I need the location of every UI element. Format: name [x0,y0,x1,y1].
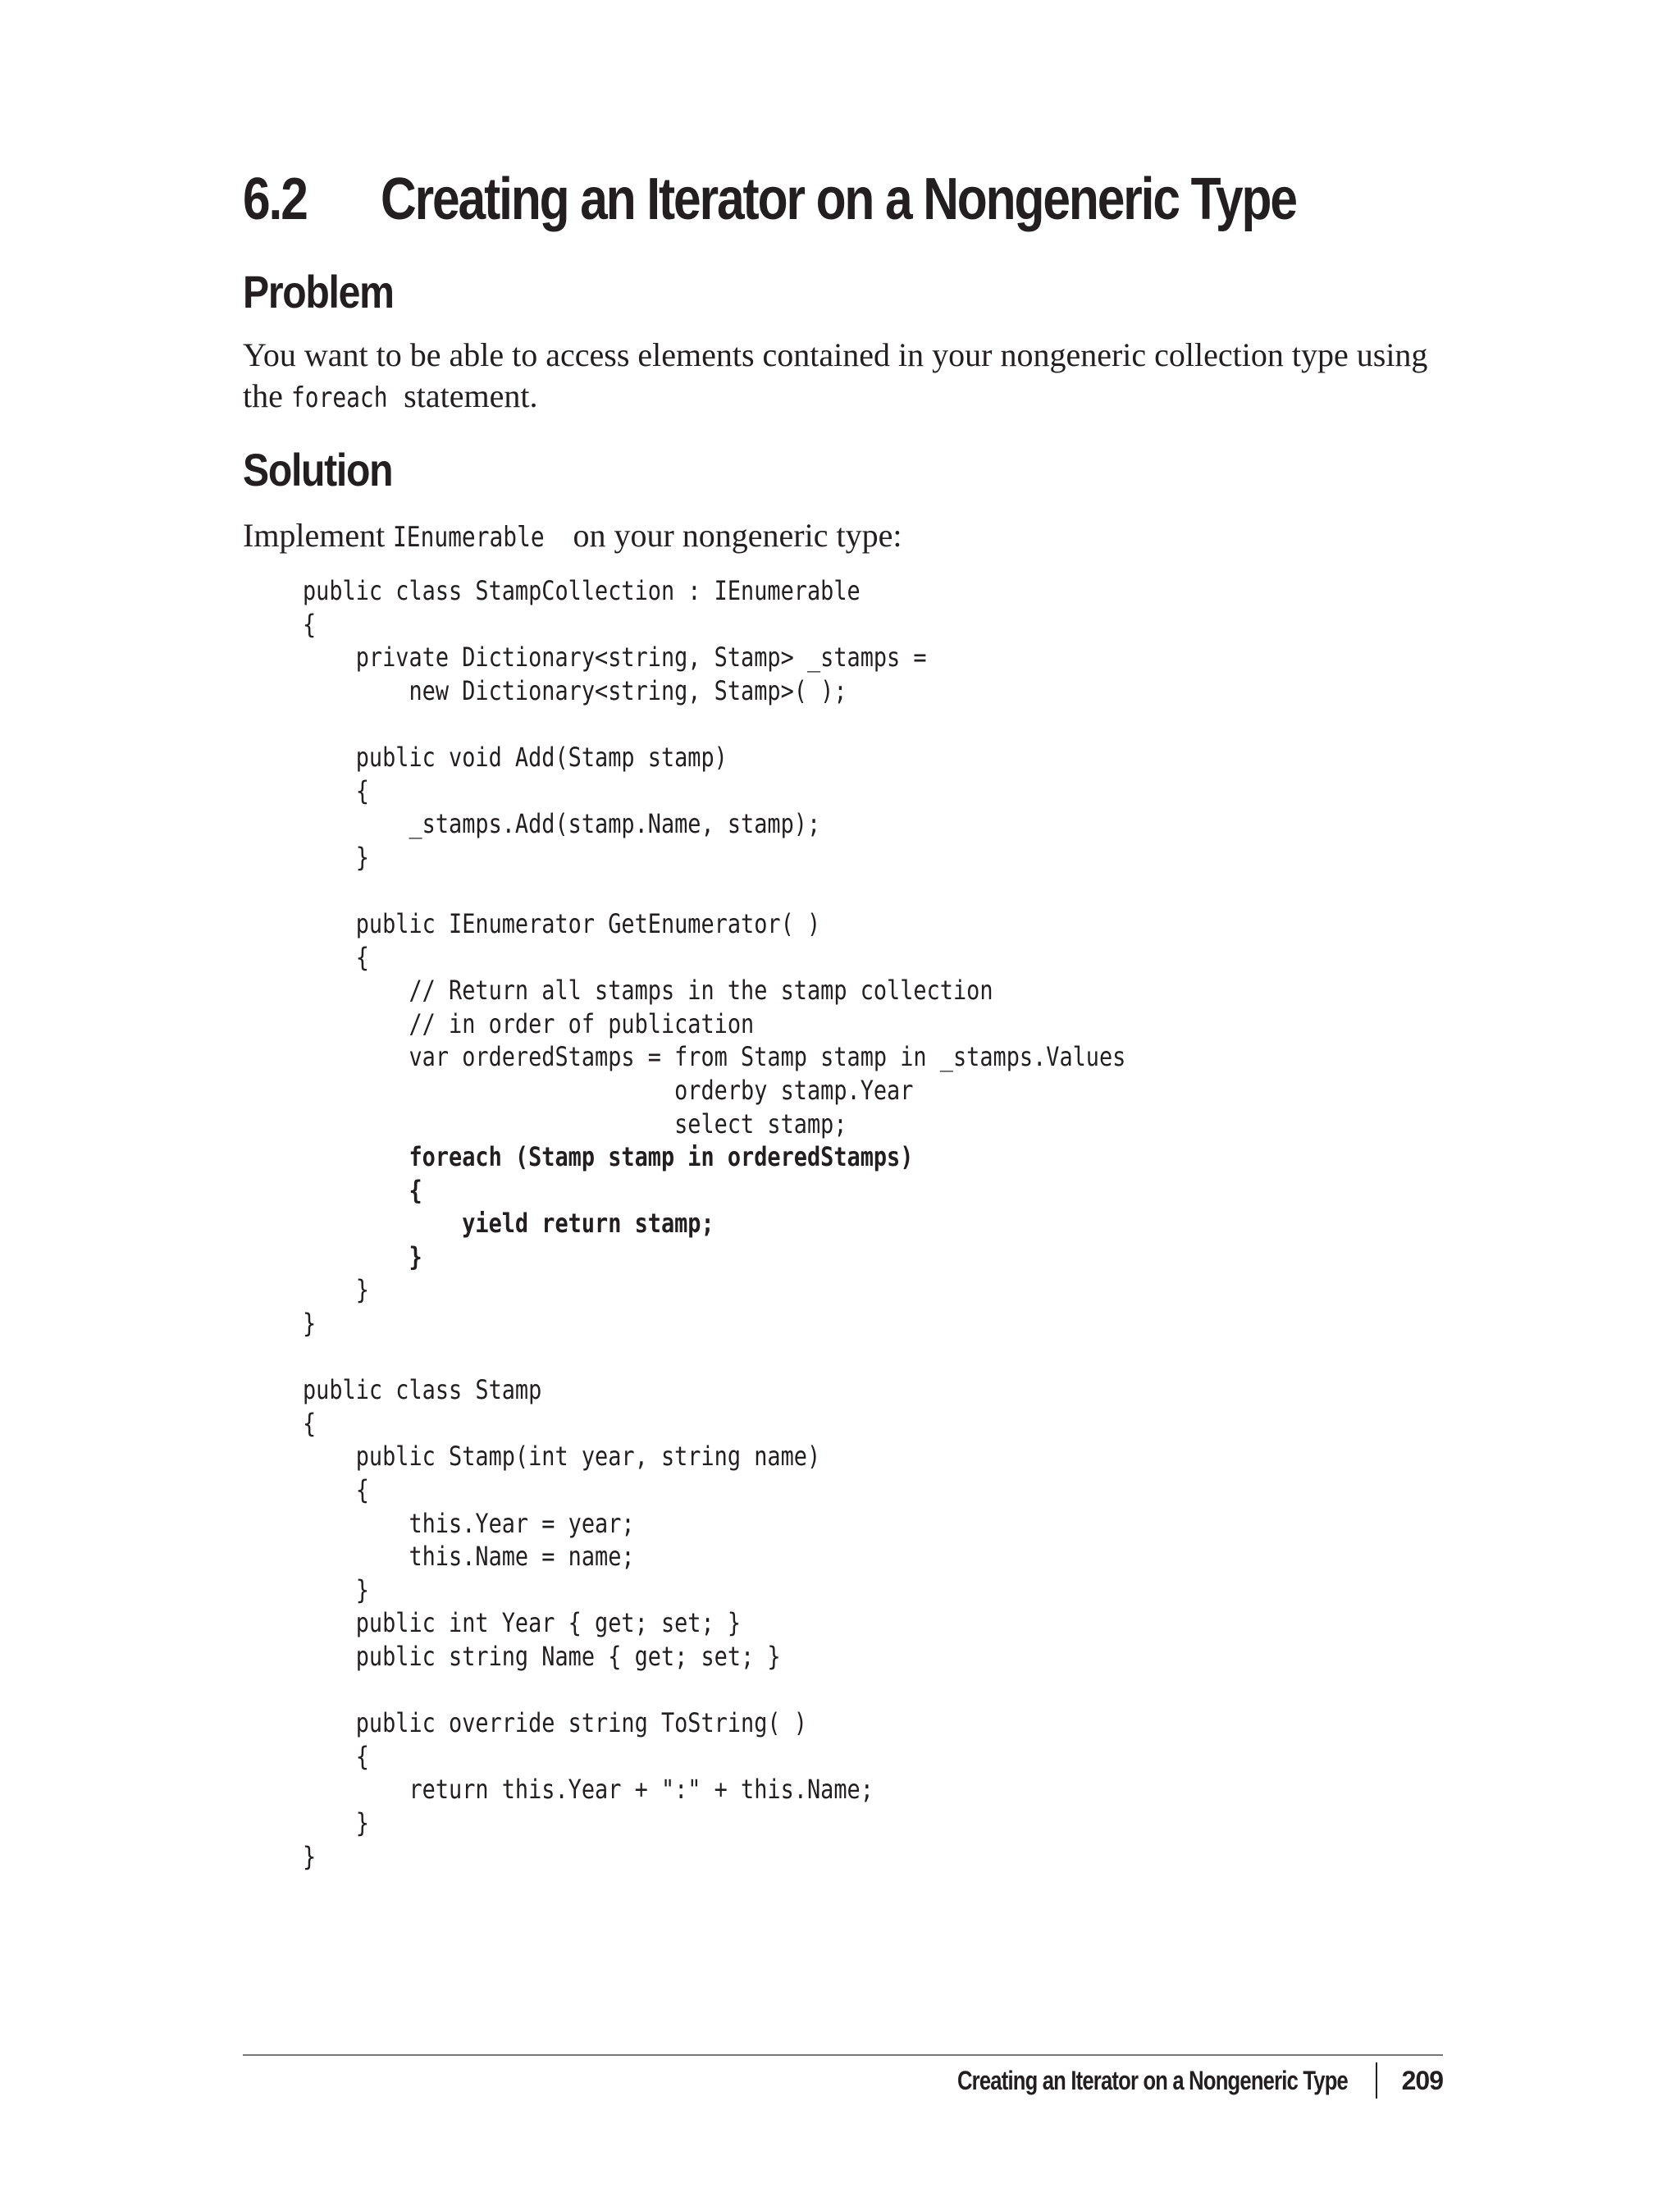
code-line: public Stamp(int year, string name) [303,1441,821,1473]
code-line [303,1674,1125,1707]
footer-rule [243,2054,1443,2056]
running-footer [860,2059,1443,2102]
section-number: 6.2 [243,167,307,232]
code-line: { [303,774,369,806]
code-line: public string Name { get; set; } [303,1641,781,1672]
code-line: foreach (Stamp stamp in orderedStamps) [303,1141,914,1173]
code-line: new Dictionary<string, Stamp>( ); [303,674,847,706]
code-line: } [303,1240,422,1272]
problem-text-end: statement. [395,377,538,414]
page-number: 209 [1401,2065,1443,2095]
code-line: public class StampCollection : IEnumerable [303,575,861,606]
code-line: public int Year { get; set; } [303,1607,742,1639]
code-line: public override string ToString( ) [303,1707,807,1739]
code-line: } [303,1806,369,1838]
footer-separator [1376,2062,1377,2099]
code-line [303,1340,1125,1374]
code-line: public class Stamp [303,1374,542,1406]
ienumerable-inline-code: IEnumerable [393,521,545,554]
code-line: } [303,1573,369,1605]
code-line: } [303,1308,317,1340]
code-listing [303,574,1282,1873]
solution-paragraph [243,515,1449,558]
foreach-inline-code: foreach [290,381,388,414]
code-line: { [303,1174,422,1206]
solution-text-end: on your nongeneric type: [564,517,902,554]
code-line: yield return stamp; [303,1208,714,1240]
code-line: } [303,841,369,873]
solution-heading: Solution [243,444,393,496]
code-line [303,707,1125,741]
code-line: } [303,1274,369,1306]
code-line: { [303,1407,317,1439]
code-line: { [303,941,369,973]
code-line: select stamp; [303,1108,847,1140]
code-line: _stamps.Add(stamp.Name, stamp); [303,808,821,840]
problem-paragraph [243,335,1449,418]
code-line: var orderedStamps = from Stamp stamp in _stamps.Values [303,1041,1126,1073]
code-line: { [303,1740,369,1772]
section-heading [243,162,1296,236]
code-line: { [303,1474,369,1506]
code-line: this.Name = name; [303,1541,635,1573]
solution-text-start: Implement [243,517,394,554]
code-line: orderby stamp.Year [303,1074,914,1106]
footer-title: Creating an Iterator on a Nongeneric Type [956,2065,1348,2095]
problem-text-start: You want to be able to access elements contained in your nongeneric collection type using the [243,336,1428,414]
code-line: { [303,608,317,640]
code-line: public void Add(Stamp stamp) [303,741,728,773]
code-line: } [303,1840,317,1872]
code-line: public IEnumerator GetEnumerator( ) [303,907,821,939]
section-title: Creating an Iterator on a Nongeneric Type [381,167,1296,232]
code-line: this.Year = year; [303,1507,635,1539]
code-line [303,874,1125,907]
code-line: return this.Year + ":" + this.Name; [303,1774,874,1806]
code-line: private Dictionary<string, Stamp> _stamps = [303,642,927,674]
code-line: // Return all stamps in the stamp collection [303,975,993,1007]
code-line: // in order of publication [303,1007,755,1039]
problem-heading: Problem [243,266,394,317]
